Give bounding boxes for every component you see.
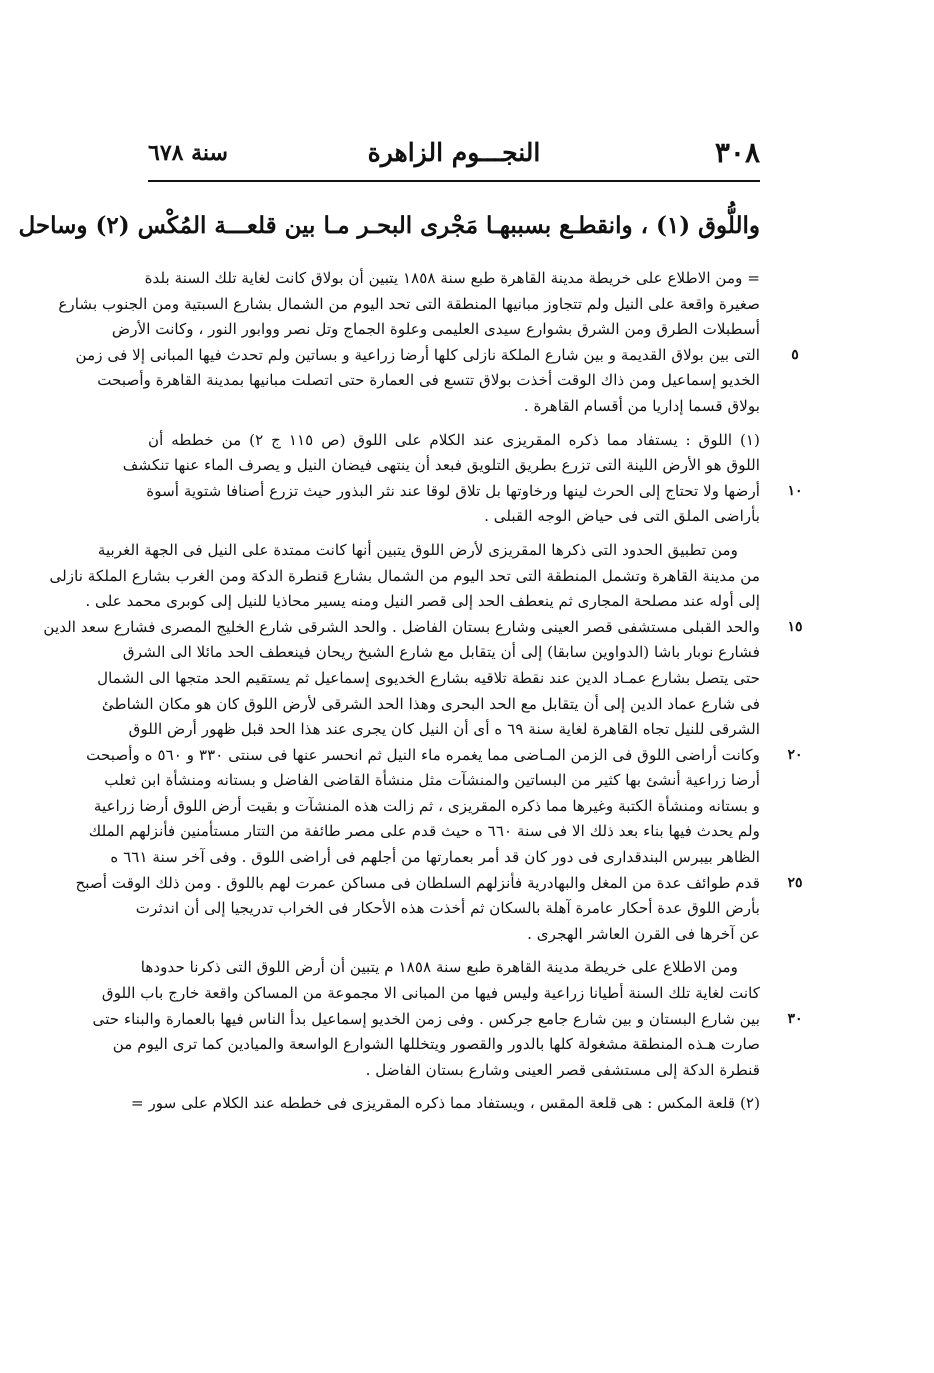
footnote-line-text: بأراضى الملق التى فى حياض الوجه القبلى . bbox=[484, 507, 760, 526]
footnote-line-text: فشارع نوبار باشا (الدواوين سابقا) إلى أن يتقابل مع شارع الشيخ ريحان فينعطف الحد مائلا الى الشرق bbox=[122, 643, 760, 662]
footnote-line-text: كانت لغاية تلك السنة أطيانا زراعية وليس فيها من المبانى الا مجموعة من المساكن واقعة خارج باب اللوق bbox=[101, 984, 760, 1003]
footnote-line bbox=[101, 692, 760, 718]
margin-line-number: ٢٠ bbox=[787, 747, 803, 763]
footnote-line-text: أسطبلات الطرق ومن الشرق بشوارع سيدى العليمى وعلوة الجماج وتل نصر ووابور النور ، وكانت الأرض bbox=[111, 320, 760, 339]
footnote-line-text: إلى أوله عند مصلحة المجارى ثم ينعطف الحد إلى قصر النيل ومنه يسير محاذيا للنيل إلى كوبرى محمد على . bbox=[85, 592, 760, 611]
footnote-line bbox=[148, 504, 760, 530]
running-title: النجـــوم الزاهرة bbox=[367, 138, 541, 167]
footnote-line bbox=[86, 743, 760, 769]
footnote-line-text: ومن تطبيق الحدود التى ذكرها المقريزى لأرض اللوق يتبين أنها كانت ممتدة على النيل فى الجهة الغربية bbox=[97, 540, 738, 559]
footnote-line bbox=[148, 479, 760, 505]
margin-line-number: ٥ bbox=[791, 347, 799, 363]
footnote-line-text: (٢) قلعة المكس : هى قلعة المقس ، ويستفاد مما ذكره المقريزى فى خططه عند الكلام على سور = bbox=[130, 1094, 760, 1113]
footnote-line-text: بين شارع البستان و بين شارع جامع جركس . وفى زمن الخديو إسماعيل بدأ الناس فيها بالعمارة والبناء حتى bbox=[92, 1009, 760, 1028]
footnote-line bbox=[135, 896, 760, 922]
footnote-line-text: ولم يحدث فيها بناء بعد ذلك الا فى سنة ٦٦٠ ه حيث قدم على مصر طائفة من التتار مستأمنين فأنزلهم الملك bbox=[88, 822, 760, 841]
margin-line-number: ٢٥ bbox=[787, 875, 803, 891]
page-header bbox=[148, 136, 760, 176]
footnote-line bbox=[112, 1032, 760, 1058]
footnote-line-text: من مدينة القاهرة وتشمل المنطقة التى تحد اليوم من الشمال بشارع قنطرة الدكة ومن الغرب بشارع الملكة نازلى bbox=[49, 566, 760, 585]
footnote-line bbox=[92, 1007, 760, 1033]
footnote-line bbox=[97, 368, 760, 394]
footnote-line-text: ومن الاطلاع على خريطة مدينة القاهرة طبع سنة ١٨٥٨ م يتبين أن أرض اللوق التى ذكرنا حدودها bbox=[140, 958, 738, 977]
footnote-line-text: بأرض اللوق عدة أحكار عامرة آهلة بالسكان ثم أخذت هذه الأحكار فى الخراب تدريجيا إلى أن اندثرت bbox=[135, 899, 760, 918]
footnote-line bbox=[97, 666, 760, 692]
footnote-line-text: عن آخرها فى القرن العاشر الهجرى . bbox=[527, 924, 760, 943]
footnote-line-text: حتى يتصل بشارع عمـاد الدين عند نقطة تلاقيه بشارع الخديوى إسماعيل ثم يستقيم الحد متجها الى الشمال bbox=[97, 668, 760, 687]
footnote-line-text: فى شارع عماد الدين إلى أن يتقابل مع الحد البحرى وهذا الحد الشرقى لأرض اللوق كان هو مكان الشاطئ bbox=[101, 694, 760, 713]
footnote-line-text: قدم طوائف عدة من المغل والبهادرية فأنزلهم السلطان فى مساكن عمرت لهم باللوق . ومن ذلك الوقت أصبح bbox=[75, 873, 760, 892]
footnote-line-text: و بستانه ومنشأة الكتبة وغيرها مما ذكره المقريزى ، ثم زالت هذه المنشآت و بقيت أرض اللوق أرضا زراعية bbox=[93, 796, 760, 815]
footnote-line-text: = ومن الاطلاع على خريطة مدينة القاهرة طبع سنة ١٨٥٨ يتبين أن بولاق كانت لغاية تلك السنة بلدة bbox=[144, 269, 760, 287]
footnote-line-text: الخديو إسماعيل ومن ذاك الوقت أخذت بولاق تتسع فى العمارة حتى اتصلت مبانيها بمدينة القاهرة وأصبحت bbox=[97, 371, 760, 390]
footnote-line bbox=[140, 955, 760, 981]
footnote-line bbox=[101, 981, 760, 1007]
margin-line-number: ١٠ bbox=[787, 483, 803, 499]
footnote-line-text: الظاهر بيبرس البندقدارى فى دور كان قد أمر بعمارتها من أجلهم فى أراضى اللوق . وفى آخر سنة ٦٦١ ه bbox=[110, 848, 760, 867]
margin-line-number: ١٥ bbox=[787, 619, 803, 635]
footnote-line-text: صارت هـذه المنطقة مشغولة كلها بالدور والقصور ويتخللها الشوارع الواسعة والميادين كما ترى اليوم من bbox=[112, 1035, 760, 1054]
footnote-line-text: بولاق قسما إداريا من أقسام القاهرة . bbox=[523, 396, 760, 415]
footnotes bbox=[43, 266, 760, 1117]
footnote-line-text: وكانت أراضى اللوق فى الزمن المـاضى مما يغمره ماء النيل ثم انحسر عنها فى سنتى ٣٣٠ و ٥٦٠ ه وأصبحت bbox=[86, 745, 760, 764]
year-label: سنة ٦٧٨ bbox=[148, 140, 228, 166]
footnote-line bbox=[93, 794, 760, 820]
footnote-line bbox=[88, 819, 760, 845]
footnote-line bbox=[144, 266, 760, 292]
footnote-line-text: الشرقى للنيل تجاه القاهرة لغاية سنة ٦٩ ه أى أن النيل كان يجرى عند هذا الحد قبل ظهور أرض اللوق bbox=[128, 720, 760, 739]
page-number: ٣٠٨ bbox=[714, 136, 760, 169]
footnote-line bbox=[148, 428, 760, 454]
footnote-line bbox=[75, 343, 760, 369]
footnote-line bbox=[97, 538, 760, 564]
header-rule bbox=[148, 180, 760, 182]
footnote-line bbox=[128, 717, 760, 743]
margin-line-number: ٣٠ bbox=[787, 1011, 803, 1027]
footnote-line bbox=[49, 564, 760, 590]
footnote-line bbox=[110, 845, 760, 871]
footnote-line-text: أرضها ولا تحتاج إلى الحرث لينها ورخاوتها بل تلاق لوقا عند نثر البذور حيث تزرع أصنافا شتوية أسوة bbox=[146, 481, 760, 500]
footnote-line bbox=[43, 615, 760, 641]
footnote-line bbox=[111, 317, 760, 343]
footnote-line-text: قنطرة الدكة إلى مستشفى قصر العينى وشارع بستان الفاضل . bbox=[365, 1060, 760, 1079]
footnote-line bbox=[122, 453, 760, 479]
footnote-line bbox=[104, 768, 760, 794]
line-number-margin bbox=[770, 0, 820, 1373]
footnote-line-text: اللوق هو الأرض اللينة التى تزرع بطريق التلويق فبعد أن ينتهى فيضان النيل و يصرف الماء عنها تنكشف bbox=[122, 456, 760, 475]
footnote-line bbox=[148, 1058, 760, 1084]
footnote-line bbox=[58, 292, 760, 318]
footnote-line bbox=[130, 1091, 760, 1117]
footnote-line-text: التى بين بولاق القديمة و بين شارع الملكة نازلى كلها أرضا زراعية و بساتين ولم تحدث فيها المبانى إلا فى زمن bbox=[75, 345, 760, 364]
footnote-line-text: والحد القبلى مستشفى قصر العينى وشارع بستان الفاضل . والحد الشرقى شارع الخليج المصرى فشارع سعد الدين bbox=[43, 617, 760, 636]
footnote-line bbox=[85, 589, 760, 615]
footnote-line-text: (١) اللوق : يستفاد مما ذكره المقريزى عند الكلام على اللوق (ص ١١٥ ج ٢) من خططه أن bbox=[148, 430, 760, 449]
footnote-line bbox=[122, 640, 760, 666]
footnote-line-text: أرضا زراعية أنشئ بها كثير من البساتين والمنشآت مثل منشأة القاضى الفاضل و بستانه ومنشأة ابن ثعلب bbox=[104, 771, 760, 790]
main-text-line: واللُّوق (١) ، وانقطـع بسببهـا مَجْرى البحـر مـا بين قلعـــة المُكْس (٢) وساحل bbox=[18, 212, 760, 239]
footnote-line bbox=[148, 922, 760, 948]
footnote-line bbox=[75, 871, 760, 897]
footnote-line-text: صغيرة واقعة على النيل ولم تتجاوز مبانيها المنطقة التى تحد اليوم من الشمال بشارع السبتية ومن الجنوب بشارع bbox=[58, 294, 760, 313]
footnote-line bbox=[148, 394, 760, 420]
